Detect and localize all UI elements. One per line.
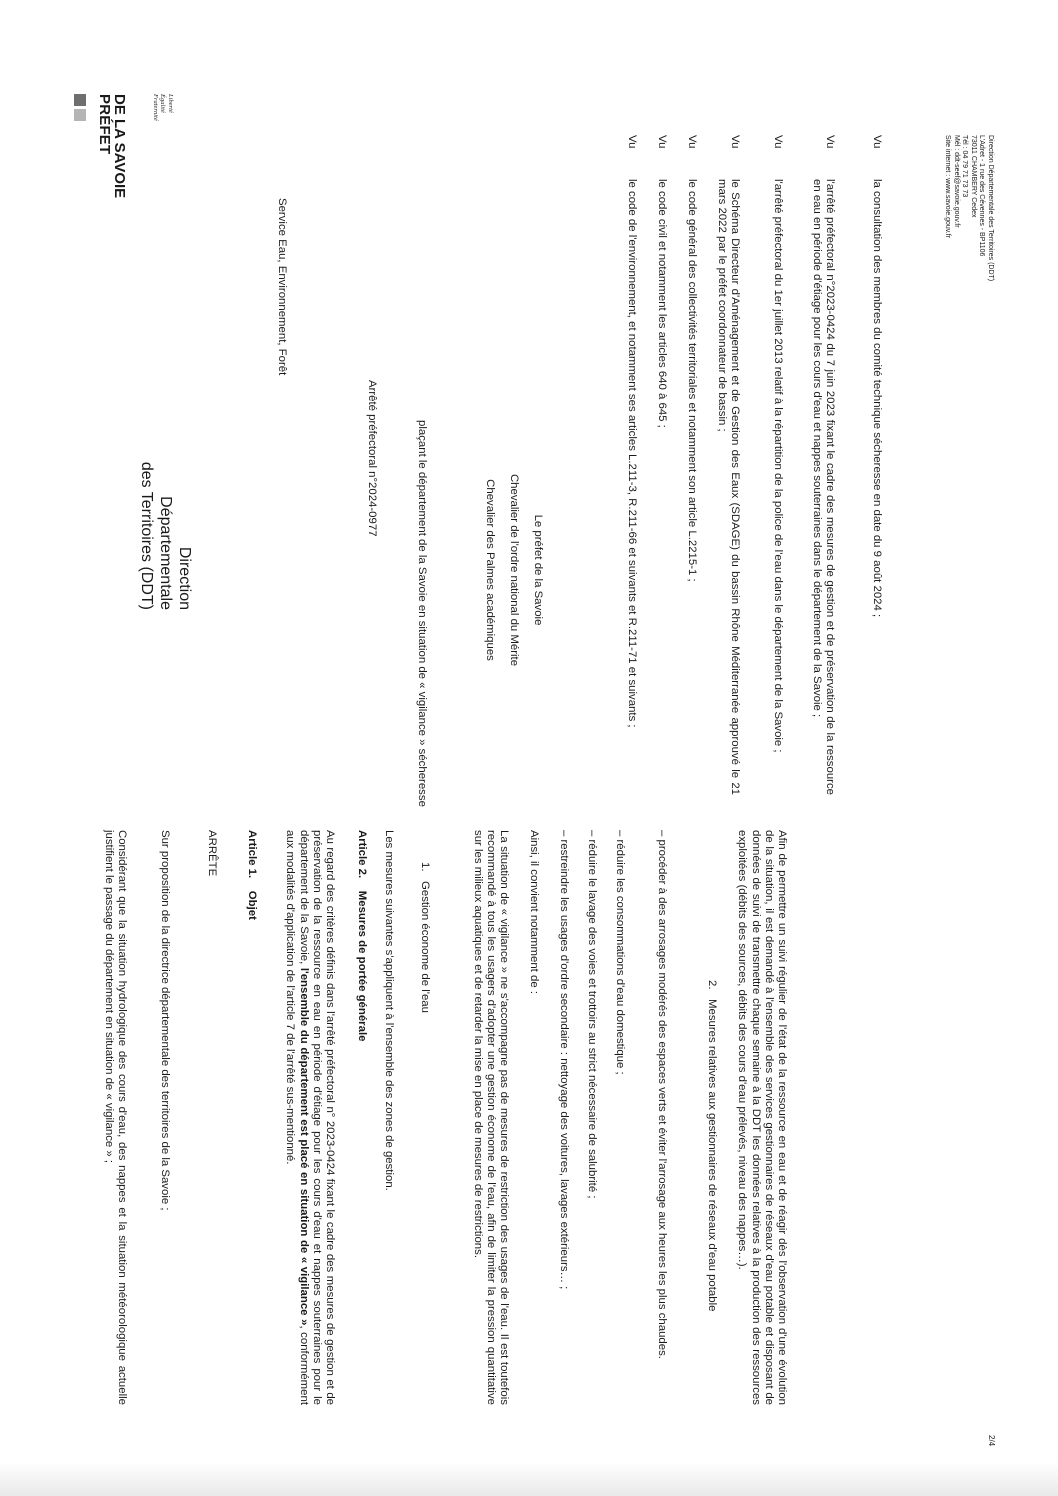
visa-text: le code civil et notamment les articles 640 à 645 ; [656, 179, 668, 428]
sub1-heading: 1. Gestion économe de l'eau [419, 862, 431, 1013]
ddt-title-line: des Territoires (DDT) [138, 461, 155, 610]
bullet-item [613, 830, 626, 1405]
arrete-heading-block [205, 830, 218, 1405]
ddt-title [137, 400, 194, 610]
arrete-number: Arrêté préfectoral n°2024-0977 [366, 380, 378, 537]
footer-line: L'Adret - 1 rue des Cévennes - BP1106 [978, 135, 986, 257]
ainsi-block [527, 830, 540, 1405]
footer-line: Site internet : www.savoie.gouv.fr [944, 135, 952, 238]
visa-text: l'arrêté préfectoral du 1er juillet 2013 relatif à la répartition de la police de l'eau dans le département de la Savoie ; [772, 179, 784, 753]
prefet-titles [478, 410, 550, 730]
visa-label: Vu [729, 135, 741, 149]
article1-text-end: , conformément aux modalités d'application de l'article 7 de l'arrêté sus-mentionné. [284, 830, 310, 1405]
ddt-title-line: Direction [176, 546, 193, 610]
bullet-item [585, 830, 598, 1405]
bullet-text: – réduire le lavage des voies et trottoirs au strict nécessaire de salubrité ; [586, 830, 598, 1199]
visa-text: le code de l'environnement, et notamment ses articles L.211-3, R.211-66 et suivants et R.211-71 et suivants ; [626, 179, 638, 728]
motto-line: Égalité [159, 94, 167, 113]
sub1-text: La situation de « vigilance » ne s'accompagne pas de mesures de restriction des usages de l'eau. Il est toutefois recommandé à tous les usagers d'adopter une gestion économe de l'eau, afin de limiter la pression quantitative sur les milieux aquatiques et de retarder la mise en place de mesures de restrictions. [471, 830, 510, 1405]
visa-label: Vu [772, 135, 784, 149]
visa-label: Vu [871, 135, 883, 149]
article1-heading: Article 1. Objet [246, 830, 258, 920]
sub1-heading-block [418, 830, 431, 1405]
article2-heading-block [355, 830, 368, 1405]
proposition-block [158, 830, 171, 1405]
article1-text-start: Au regard des critères définis dans l'arrêté préfectoral n° 2023-0424 fixant le cadre des mesures de gestion et de préservation de la ressource en eau en période d'étiage pour les cours d'eau et nappes souterraines pour le département de la Savoie, [297, 830, 336, 1405]
bullet-item [557, 830, 570, 1405]
prefet-title-department: DE LA SAVOIE [111, 94, 128, 199]
footer-line: Direction Départementale des Territoires (DDT) [987, 135, 994, 282]
bullet-text: – réduire les consommations d'eau domestique ; [614, 830, 626, 1075]
bullet-item [655, 830, 668, 1405]
visa-text: le code général des collectivités territoriales et notamment son article L.2215-1 ; [686, 179, 698, 582]
prefet-title-line: Chevalier de l'ordre national du Mérite [508, 473, 520, 667]
sub2-body [735, 830, 788, 1405]
article2-intro: Les mesures suivantes s'appliquent à l'ensemble des zones de gestion. [383, 830, 395, 1191]
prefet-title: PRÉFET [96, 94, 113, 155]
article1-body [283, 830, 336, 1405]
sub2-heading-block [705, 830, 718, 1405]
ainsi-text: Ainsi, il convient notamment de : [528, 830, 540, 994]
footer-line: 73011 CHAMBERY Cedex [969, 135, 977, 218]
article2-heading: Article 2. Mesures de portée générale [356, 830, 368, 1042]
visa-label: Vu [626, 135, 638, 149]
service-name: Service Eau, Environnement, Forêt [276, 198, 288, 376]
sub1-body [470, 830, 510, 1405]
sub2-heading: 2. Mesures relatives aux gestionnaires de réseaux d'eau potable [706, 980, 718, 1312]
ddt-address-footer [942, 135, 994, 385]
visa-text: la consultation des membres du comité technique sécheresse en date du 9 août 2024 ; [871, 179, 883, 618]
article1-text-emphasis: l'ensemble du département est placé en situation de « vigilance » [297, 967, 310, 1326]
arrete-heading: ARRÊTE [206, 830, 218, 877]
proposition-text: Sur proposition de la directrice départementale des territoires de la Savoie ; [159, 830, 171, 1211]
visa-label: Vu [656, 135, 668, 149]
considerant-text: Considérant que la situation hydrologique des cours d'eau, des nappes et la situation météorologique actuelle justifient le passage du département en situation de « vigilance » ; [102, 830, 128, 1405]
article1-text [283, 830, 336, 1405]
considerant-block [102, 830, 128, 1405]
footer-line: Tél : 04 79 71 73 73 [961, 135, 969, 198]
republic-motto [152, 94, 175, 154]
prefet-title-line: Le préfet de la Savoie [532, 514, 544, 626]
marianne-logo-icon [70, 94, 90, 124]
arrete-subject: plaçant le département de la Savoie en situation de « vigilance » sécheresse [416, 420, 428, 807]
article2-intro-block [382, 830, 395, 1405]
motto-line: Liberté [167, 94, 174, 113]
bullet-text: – procéder à des arrosages modérés des espaces verts et éviter l'arrosage aux heures les plus chaudes. [656, 830, 668, 1359]
visa-text: l'arrêté préfectoral n°2023-0424 du 7 juin 2023 fixant le cadre des mesures de gestion et de préservation de la ressource en eau en période d'étiage pour les cours d'eau et nappes souterraines dans le département de la Savoie ; [810, 179, 836, 795]
prefet-title-line: Chevalier des Palmes académiques [484, 479, 496, 661]
sub2-text: Afin de permettre un suivi régulier de l'état de la ressource en eau et de réagir dès l'observation d'une évolution de la situation, il est demandé à l'ensemble des services gestionnaires de réseaux d'eau potable et disposant de données de suivi de transmettre chaque semaine à la DDT les données relatives à la production des ressources exploitées (débits des sources, débits des cours d'eau prélevés, niveau des nappes…). [736, 830, 788, 1405]
bullet-text: – restreindre les usages d'ordre secondaire : nettoyage des voitures, lavages extérieurs… ; [558, 830, 570, 1290]
motto-line: Fraternité [152, 94, 159, 121]
visa-label: Vu [686, 135, 698, 149]
footer-line: Mél : ddt-seef@savoie.gouv.fr [952, 135, 960, 228]
article1-heading-block [245, 830, 258, 1405]
page-number: 2/4 [987, 1435, 996, 1447]
visa-label: Vu [824, 135, 836, 149]
ddt-title-line: Départementale [157, 496, 174, 610]
visa-text: le Schéma Directeur d'Aménagement et de Gestion des Eaux (SDAGE) du bassin Rhône Méditerranée approuvé le 21 mars 2022 par le préfet coordonnateur de bassin ; [715, 179, 741, 795]
